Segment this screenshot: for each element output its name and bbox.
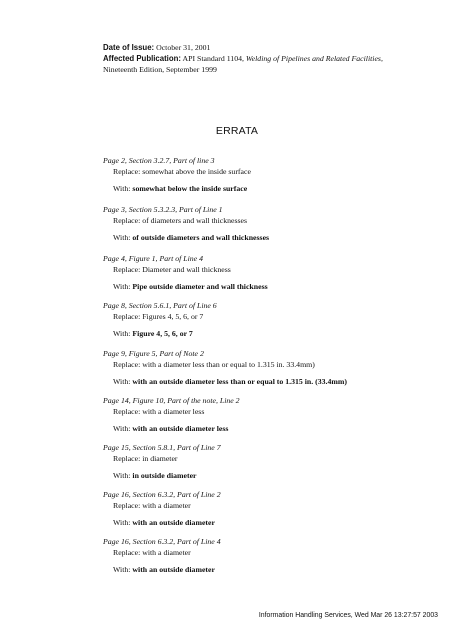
entry-location: Page 16, Section 6.3.2, Part of Line 2	[103, 490, 221, 499]
entry-with-label: With:	[113, 282, 131, 291]
entry-with-label: With:	[113, 233, 131, 242]
affected-publication-label: Affected Publication:	[103, 54, 181, 64]
errata-entry	[103, 489, 221, 528]
errata-heading: ERRATA	[215, 125, 259, 137]
footer-stamp: Information Handling Services, Wed Mar 26 13:27:57 2003	[258, 612, 438, 619]
entry-replace: Replace: Figures 4, 5, 6, or 7	[113, 312, 204, 321]
entry-location: Page 8, Section 5.6.1, Part of Line 6	[103, 301, 217, 310]
entry-replace: Replace: with a diameter less than or equal to 1.315 in. 33.4mm)	[113, 360, 315, 369]
entry-replace: Replace: with a diameter	[113, 548, 191, 557]
entry-with-text: somewhat below the inside surface	[132, 184, 248, 193]
entry-with	[103, 470, 221, 481]
issue-date-label: Date of Issue:	[103, 43, 155, 52]
entry-with-text: with an outside diameter	[132, 565, 215, 574]
affected-publication-standard: API Standard 1104,	[182, 54, 244, 64]
entry-with-label: With:	[113, 518, 131, 527]
entry-location: Page 16, Section 6.3.2, Part of Line 4	[103, 537, 221, 546]
entry-replace: Replace: in diameter	[113, 454, 178, 463]
entry-with	[103, 423, 240, 434]
entry-with-text: in outside diameter	[132, 471, 197, 480]
entry-with-text: Pipe outside diameter and wall thickness	[132, 282, 268, 291]
affected-publication-row	[103, 53, 383, 64]
entry-replace: Replace: with a diameter less	[113, 407, 205, 416]
entry-with-label: With:	[113, 329, 131, 338]
issue-date-value: October 31, 2001	[156, 43, 211, 52]
entry-with-label: With:	[113, 184, 131, 193]
entry-replace: Replace: of diameters and wall thicknesses	[113, 216, 248, 225]
entry-with-label: With:	[113, 424, 131, 433]
entry-location: Page 9, Figure 5, Part of Note 2	[103, 349, 204, 358]
entry-with-text: with an outside diameter less	[132, 424, 229, 433]
entry-with	[103, 281, 268, 292]
entry-with-text: with an outside diameter less than or equal to 1.315 in. (33.4mm)	[132, 377, 347, 386]
errata-entry	[103, 253, 268, 292]
entry-replace: Replace: with a diameter	[113, 501, 191, 510]
entry-with	[103, 328, 217, 339]
errata-entry	[103, 536, 221, 575]
entry-location: Page 15, Section 5.8.1, Part of Line 7	[103, 443, 221, 452]
affected-publication-edition: Nineteenth Edition, September 1999	[103, 65, 217, 75]
entry-location: Page 14, Figure 10, Part of the note, Line 2	[103, 396, 240, 405]
entry-with	[103, 517, 221, 528]
entry-location: Page 4, Figure 1, Part of Line 4	[103, 254, 203, 263]
entry-location: Page 3, Section 5.3.2.3, Part of Line 1	[103, 205, 223, 214]
errata-entry	[103, 300, 217, 339]
errata-entry	[103, 442, 221, 481]
entry-with-text: with an outside diameter	[132, 518, 215, 527]
errata-entry	[103, 395, 240, 434]
entry-with-text: of outside diameters and wall thicknesses	[132, 233, 270, 242]
affected-publication-title: Welding of Pipelines and Related Facilities,	[245, 54, 383, 64]
entry-with	[103, 183, 251, 194]
entry-with-text: Figure 4, 5, 6, or 7	[132, 329, 193, 338]
entry-with	[103, 564, 221, 575]
entry-with-label: With:	[113, 377, 131, 386]
entry-with-label: With:	[113, 565, 131, 574]
entry-replace: Replace: Diameter and wall thickness	[113, 265, 231, 274]
errata-entry	[103, 155, 251, 194]
entry-replace: Replace: somewhat above the inside surface	[113, 167, 251, 176]
issue-header	[103, 42, 383, 76]
issue-date-row	[103, 42, 383, 53]
errata-entry	[103, 348, 347, 387]
entry-with	[103, 376, 347, 387]
entry-with-label: With:	[113, 471, 131, 480]
entry-location: Page 2, Section 3.2.7, Part of line 3	[103, 156, 215, 165]
errata-entry	[103, 204, 269, 243]
entry-with	[103, 232, 269, 243]
